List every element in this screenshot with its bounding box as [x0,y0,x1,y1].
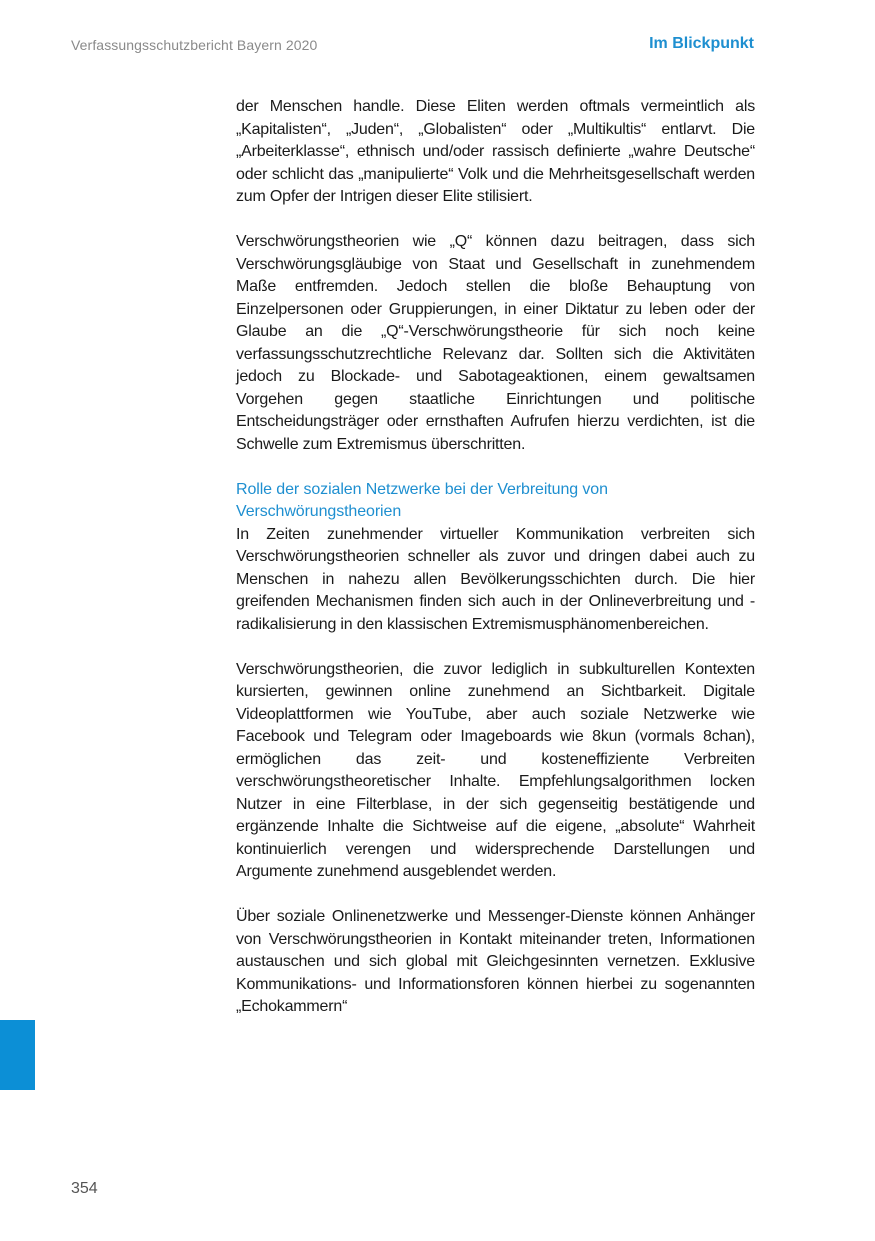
section-heading: Rolle der sozialen Netzwerke bei der Verbreitung von Verschwörungstheorien [236,480,608,520]
page-number: 354 [71,1180,98,1197]
paragraph-3: In Zeiten zunehmender virtueller Kommunikation verbreiten sich Verschwörungstheorien schneller als zuvor und dringen dabei auch zu Menschen in nahezu allen Bevölkerungsschichten durch. Die hier greifenden Mechanismen finden sich auch in der Onlineverbreitung und -radikalisierung in den klassischen Extremismusphänomenbereichen. [236,525,755,633]
chapter-tab-marker [0,1020,35,1090]
paragraph-4: Verschwörungstheorien, die zuvor lediglich in subkulturellen Kontexten kursierten, gewinnen online zunehmend an Sichtbarkeit. Digitale Videoplattformen wie YouTube, aber auch soziale Netzwerke wie Facebook und Telegram oder Imageboards wie 8kun (vormals 8chan), ermöglichen das zeit- und kosteneffiziente Verbreiten verschwörungstheoretischer Inhalte. Empfehlungsalgorithmen locken Nutzer in eine Filterblase, in der sich gegenseitig bestätigende und ergänzende Inhalte die Sichtweise auf die eigene, „absolute“ Wahrheit kontinuierlich verengen und widersprechende Darstellungen und Argumente zunehmend ausgeblendet werden. [236,660,755,880]
section-title: Im Blickpunkt [649,35,754,52]
paragraph-1: der Menschen handle. Diese Eliten werden oftmals vermeintlich als „Kapitalisten“, „Juden“, „Globalisten“ oder „Multikultis“ entlarvt. Die „Arbeiterklasse“, ethnisch und/oder rassisch definierte „wahre Deutsche“ oder schlicht das „manipulierte“ Volk und die Mehrheitsgesellschaft werden zum Opfer der Intrigen dieser Elite stilisiert. [236,98,755,205]
paragraph-5: Über soziale Onlinenetzwerke und Messenger-Dienste können Anhänger von Verschwörungstheorien in Kontakt miteinander treten, Informationen austauschen und sich global mit Gleichgesinnten vernetzen. Exklusive Kommunikations- und Informationsforen können hierbei zu sogenannten „Echokammern“ [236,908,755,1015]
paragraph-2: Verschwörungstheorien wie „Q“ können dazu beitragen, dass sich Verschwörungsgläubige von Staat und Gesellschaft in zunehmendem Maße entfremden. Jedoch stellen die bloße Behauptung von Einzelpersonen oder Gruppierungen, in einer Diktatur zu leben oder der Glaube an die „Q“-Verschwörungstheorie für sich noch keine verfassungsschutzrechtliche Relevanz dar. Sollten sich die Aktivitäten jedoch zu Blockade- und Sabotageaktionen, einem gewaltsamen Vorgehen gegen staatliche Einrichtungen und politische Entscheidungsträger oder ernsthaften Aufrufen hierzu verdichten, ist die Schwelle zum Extremismus überschritten. [236,233,755,453]
running-header-title: Verfassungsschutzbericht Bayern 2020 [71,37,318,53]
main-text [236,96,755,1019]
